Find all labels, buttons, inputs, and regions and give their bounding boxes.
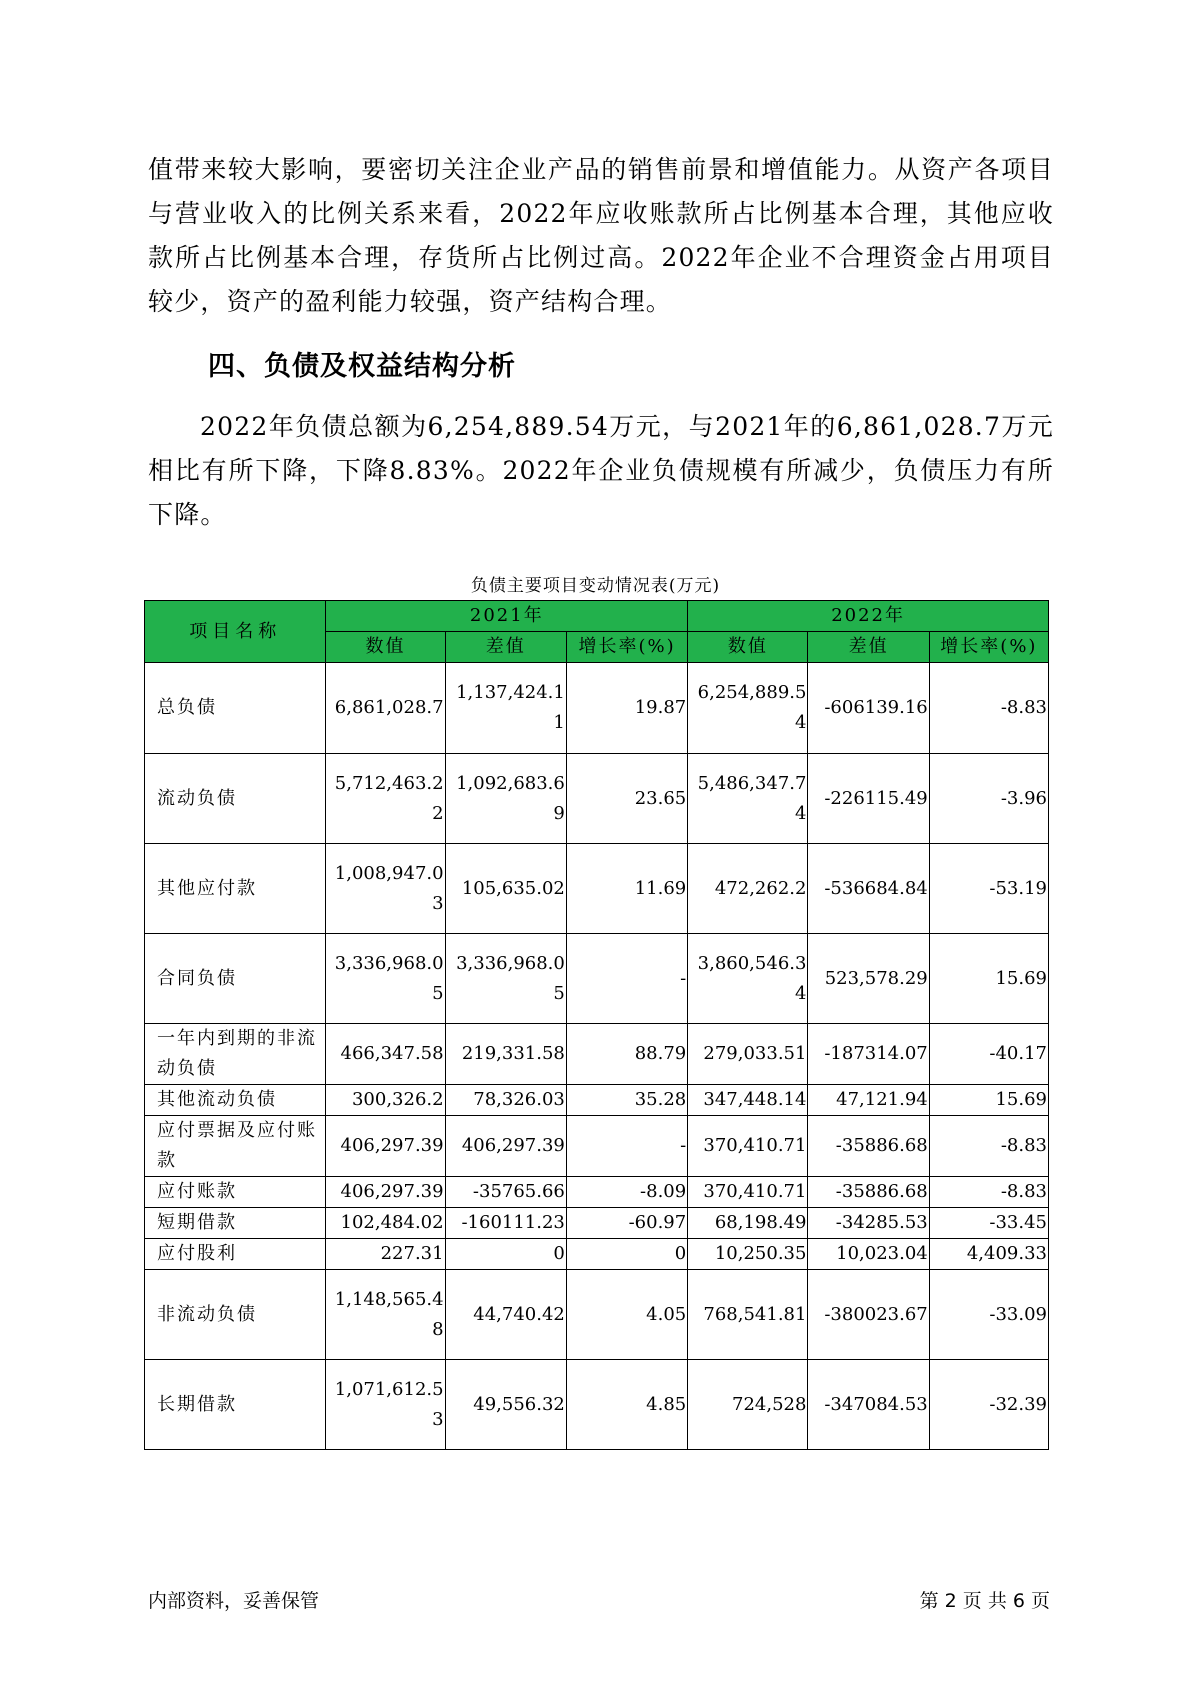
table-cell: 19.87 xyxy=(566,663,687,754)
table-row xyxy=(145,1177,1049,1208)
row-label: 非流动负债 xyxy=(145,1270,326,1360)
table-cell: -40.17 xyxy=(929,1024,1048,1085)
table-row xyxy=(145,844,1049,934)
table-cell: 370,410.71 xyxy=(688,1177,808,1208)
table-cell: 4.85 xyxy=(566,1360,687,1450)
table-cell: 35.28 xyxy=(566,1085,687,1116)
table-cell: 724,528 xyxy=(688,1360,808,1450)
table-cell: 406,297.39 xyxy=(445,1116,566,1177)
table-cell: 88.79 xyxy=(566,1024,687,1085)
table-cell: -34285.53 xyxy=(808,1208,929,1239)
table-cell: 1,148,565.48 xyxy=(326,1270,445,1360)
table-cell: 49,556.32 xyxy=(445,1360,566,1450)
liability-table xyxy=(144,600,1049,1450)
table-cell: 11.69 xyxy=(566,844,687,934)
table-cell: 347,448.14 xyxy=(688,1085,808,1116)
table-cell: 0 xyxy=(566,1239,687,1270)
table-cell: - xyxy=(566,1116,687,1177)
row-label: 总负债 xyxy=(145,663,326,754)
table-cell: 68,198.49 xyxy=(688,1208,808,1239)
table-cell: 78,326.03 xyxy=(445,1085,566,1116)
row-label: 应付票据及应付账款 xyxy=(145,1116,326,1177)
table-cell: -347084.53 xyxy=(808,1360,929,1450)
row-label: 短期借款 xyxy=(145,1208,326,1239)
table-row xyxy=(145,1085,1049,1116)
table-cell: 105,635.02 xyxy=(445,844,566,934)
column-header-value: 数值 xyxy=(688,632,808,663)
table-cell: -536684.84 xyxy=(808,844,929,934)
table-cell: 3,860,546.34 xyxy=(688,934,808,1024)
table-cell: 523,578.29 xyxy=(808,934,929,1024)
table-row xyxy=(145,1239,1049,1270)
table-row xyxy=(145,934,1049,1024)
table-cell: 1,008,947.03 xyxy=(326,844,445,934)
table-cell: 1,137,424.11 xyxy=(445,663,566,754)
table-cell: 472,262.2 xyxy=(688,844,808,934)
table-cell: 10,023.04 xyxy=(808,1239,929,1270)
table-cell: 0 xyxy=(445,1239,566,1270)
table-cell: 466,347.58 xyxy=(326,1024,445,1085)
table-cell: 44,740.42 xyxy=(445,1270,566,1360)
body-paragraph: 值带来较大影响，要密切关注企业产品的销售前景和增值能力。从资产各项目与营业收入的比例关系来看，2022年应收账款所占比例基本合理，其他应收款所占比例基本合理，存货所占比例过高。2022年企业不合理资金占用项目较少，资产的盈利能力较强，资产结构合理。 xyxy=(148,155,1054,316)
table-row xyxy=(145,1270,1049,1360)
table-cell: -187314.07 xyxy=(808,1024,929,1085)
table-cell: 15.69 xyxy=(929,934,1048,1024)
table-cell: 3,336,968.05 xyxy=(326,934,445,1024)
table-cell: - xyxy=(566,934,687,1024)
table-row xyxy=(145,1208,1049,1239)
table-cell: -8.83 xyxy=(929,1177,1048,1208)
table-row xyxy=(145,663,1049,754)
table-cell: -60.97 xyxy=(566,1208,687,1239)
table-cell: -8.83 xyxy=(929,663,1048,754)
table-cell: 47,121.94 xyxy=(808,1085,929,1116)
table-row xyxy=(145,754,1049,844)
row-label: 应付股利 xyxy=(145,1239,326,1270)
table-cell: 15.69 xyxy=(929,1085,1048,1116)
table-cell: 219,331.58 xyxy=(445,1024,566,1085)
table-cell: 6,254,889.54 xyxy=(688,663,808,754)
table-cell: -380023.67 xyxy=(808,1270,929,1360)
table-cell: 102,484.02 xyxy=(326,1208,445,1239)
row-label: 合同负债 xyxy=(145,934,326,1024)
table-cell: -160111.23 xyxy=(445,1208,566,1239)
body-paragraph: 2022年负债总额为6,254,889.54万元，与2021年的6,861,028.7万元相比有所下降，下降8.83%。2022年企业负债规模有所减少，负债压力有所下降。 xyxy=(148,412,1054,529)
table-caption: 负债主要项目变动情况表(万元) xyxy=(470,576,721,596)
page-number: 第 2 页 共 6 页 xyxy=(919,1590,1050,1612)
table-cell: -33.45 xyxy=(929,1208,1048,1239)
table-cell: 279,033.51 xyxy=(688,1024,808,1085)
table-cell: -8.09 xyxy=(566,1177,687,1208)
table-cell: 768,541.81 xyxy=(688,1270,808,1360)
table-row xyxy=(145,1024,1049,1085)
column-header-difference: 差值 xyxy=(445,632,566,663)
table-cell: 4,409.33 xyxy=(929,1239,1048,1270)
table-cell: 6,861,028.7 xyxy=(326,663,445,754)
column-header-value: 数值 xyxy=(326,632,445,663)
table-cell: -8.83 xyxy=(929,1116,1048,1177)
table-cell: 406,297.39 xyxy=(326,1116,445,1177)
table-cell: 227.31 xyxy=(326,1239,445,1270)
table-cell: 3,336,968.05 xyxy=(445,934,566,1024)
row-label: 应付账款 xyxy=(145,1177,326,1208)
table-cell: -53.19 xyxy=(929,844,1048,934)
row-label: 其他应付款 xyxy=(145,844,326,934)
row-label: 一年内到期的非流动负债 xyxy=(145,1024,326,1085)
row-label: 流动负债 xyxy=(145,754,326,844)
column-header-year-2022: 2022年 xyxy=(688,601,1049,632)
table-cell: -3.96 xyxy=(929,754,1048,844)
table-cell: 300,326.2 xyxy=(326,1085,445,1116)
table-cell: 1,092,683.69 xyxy=(445,754,566,844)
column-header-growth-rate: 增长率(%) xyxy=(566,632,687,663)
row-label: 长期借款 xyxy=(145,1360,326,1450)
row-label: 其他流动负债 xyxy=(145,1085,326,1116)
table-cell: 23.65 xyxy=(566,754,687,844)
table-cell: 10,250.35 xyxy=(688,1239,808,1270)
table-cell: 370,410.71 xyxy=(688,1116,808,1177)
table-cell: 5,486,347.74 xyxy=(688,754,808,844)
table-cell: 406,297.39 xyxy=(326,1177,445,1208)
table-cell: -606139.16 xyxy=(808,663,929,754)
table-cell: 4.05 xyxy=(566,1270,687,1360)
column-header-difference: 差值 xyxy=(808,632,929,663)
column-header-year-2021: 2021年 xyxy=(326,601,688,632)
table-cell: -35886.68 xyxy=(808,1177,929,1208)
column-header-growth-rate: 增长率(%) xyxy=(929,632,1048,663)
table-row xyxy=(145,1116,1049,1177)
table-cell: 5,712,463.22 xyxy=(326,754,445,844)
table-cell: -33.09 xyxy=(929,1270,1048,1360)
table-cell: 1,071,612.53 xyxy=(326,1360,445,1450)
confidential-note: 内部资料，妥善保管 xyxy=(148,1590,320,1612)
column-header-name: 项目名称 xyxy=(145,601,326,663)
section-heading: 四、负债及权益结构分析 xyxy=(208,351,516,382)
table-cell: -35765.66 xyxy=(445,1177,566,1208)
table-row xyxy=(145,1360,1049,1450)
table-cell: -32.39 xyxy=(929,1360,1048,1450)
table-cell: -226115.49 xyxy=(808,754,929,844)
table-cell: -35886.68 xyxy=(808,1116,929,1177)
